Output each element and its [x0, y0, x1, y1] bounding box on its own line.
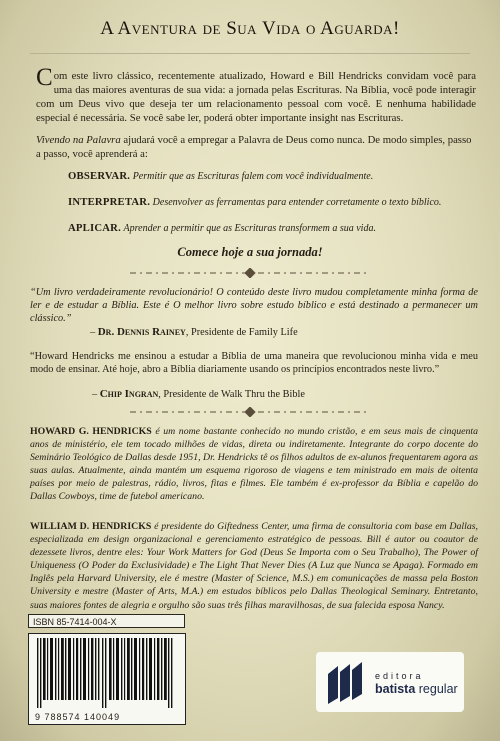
quote-role: , Presidente de Family Life	[185, 327, 298, 338]
step-interpretar	[68, 196, 488, 208]
intro-paragraph	[36, 64, 476, 125]
step-label: INTERPRETAR.	[68, 196, 151, 208]
publisher-logo	[316, 652, 464, 712]
quote-role: , Presidente de Walk Thru the Bible	[158, 389, 305, 400]
books-logo-icon	[324, 660, 370, 706]
bio-text: é um nome bastante conhecido no mundo cristão, e em seus mais de cinquenta anos de ministério, ele tem tocado milhões de vidas, direta ou indiretamente. Integrante do corpo docente do Seminário Teológico de Dallas desde 1951, Dr. Hendricks tê os filhos adultos de ex-alunos frequentarem agora as suas aulas. Atualmente, ainda mantém um esquema rigoroso de viagens e tem ministrado em mais de oitenta países por meio de palestras, rádio, livros, fitas e filmes. Ele também é ex-professor da Bíblia e capelão do Dallas Cowboys, time de futebol americano.	[30, 426, 479, 503]
step-label: OBSERVAR.	[68, 170, 131, 182]
bio-text: é presidente do Giftedness Center, uma firma de consultoria com base em Dallas, especializada em design organizacional e gerenciamento estratégico de pessoas. Bill é autor ou coautor de dezessete livros, dentre eles: Your Work Matters for God (Deus Se Importa com o Seu Trabalho), The Power of Uniqueness (O Poder da Exclusividade) e The Light That Never Dies (A Luz que Nunca se Apaga). Formado em Inglês pela Harvard University, ele é mestre (Master of Science, M.S.) em comunicações de massa pela Boston University e mestre (Master of Arts, M.A.) em estudos bíblicos pelo Dallas Theological Seminary. Entretanto, suas maiores fontes de alegria e orgulho são suas três filhas maravilhosas, de sua falecida esposa Nancy.	[30, 521, 479, 611]
step-desc: Desenvolver as ferramentas para entender corretamente o texto bíblico.	[152, 197, 442, 208]
step-label: APLICAR.	[68, 222, 121, 234]
step-observar	[68, 170, 488, 182]
ornamental-divider	[130, 268, 370, 278]
bio-name: HOWARD G. HENDRICKS	[30, 426, 152, 437]
ornamental-divider	[130, 407, 370, 417]
quote-author: Chip Ingran	[99, 388, 159, 400]
quote-author: Dr. Dennis Rainey	[97, 326, 186, 338]
book-title: Vivendo na Palavra	[36, 134, 121, 146]
step-desc: Aprender a permitir que as Escrituras transformem a sua vida.	[123, 223, 376, 234]
intro2-text: ajudará você a empregar a Palavra de Deus como nunca. De modo simples, passo a passo, você aprenderá a:	[36, 134, 472, 160]
quote-1: “Um livro verdadeiramente revolucionário! O conteúdo deste livro mudou completamente minha forma de ler e de estudar a Bíblia. Este é O melhor livro sobre estudo bíblico e está destinado a permanecer um clássico.”	[30, 287, 478, 324]
barcode-bars	[33, 638, 183, 708]
isbn-label: ISBN 85-7414-004-X	[28, 614, 185, 628]
publisher-name: batista regular	[375, 682, 458, 696]
bio-william	[30, 520, 478, 612]
barcode	[28, 633, 186, 725]
dropcap: C	[36, 64, 53, 91]
title-underline	[30, 53, 470, 54]
step-aplicar	[68, 222, 488, 234]
intro-paragraph-2	[36, 133, 476, 161]
page-title: A Aventura de Sua Vida o Aguarda!	[100, 18, 400, 39]
intro-text: om este livro clássico, recentemente atualizado, Howard e Bill Hendricks convidam você para uma das maiores aventuras de sua vida: a jornada pelas Escrituras. Na Bíblia, você pode interagir com um Deus vivo que deseja ter um relacionamento pessoal com você. E nenhuma habilidade especial é necessária. Se você sabe ler, poderá obter importante insight nas Escrituras.	[36, 70, 476, 124]
quote-2-attribution: – Chip Ingran, Presidente de Walk Thru the Bible	[92, 388, 305, 400]
call-to-action: Comece hoje a sua jornada!	[177, 245, 323, 259]
step-desc: Permitir que as Escrituras falem com você individualmente.	[132, 171, 374, 182]
quote-2: “Howard Hendricks me ensinou a estudar a Bíblia de uma maneira que revolucionou minha vida e meu modo de ensinar. Até hoje, abro a Bíblia diariamente usando os princípios encontrados neste livro.”	[30, 351, 478, 375]
barcode-number: 9 788574 140049	[35, 712, 121, 722]
quote-1-attribution: – Dr. Dennis Rainey, Presidente de Family Life	[90, 326, 298, 338]
publisher-top-text: editora	[375, 671, 424, 681]
bio-howard	[30, 425, 478, 504]
bio-name: WILLIAM D. HENDRICKS	[30, 521, 152, 532]
